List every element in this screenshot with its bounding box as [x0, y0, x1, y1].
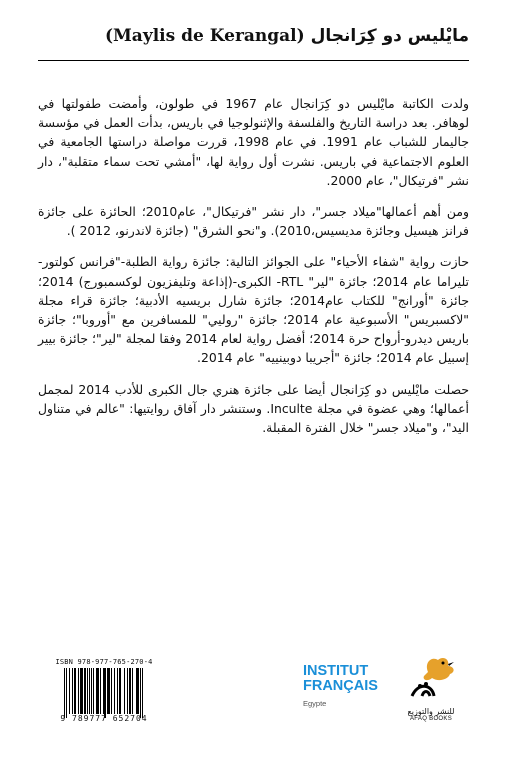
- isbn-barcode: [38, 658, 170, 728]
- afaq-english-name: AFAQ BOOKS: [409, 716, 452, 722]
- bio-paragraph-2: ومن أهم أعمالها"ميلاد جسر"، دار نشر "فرتيكال"، عام2010؛ الحائزة على جائزة فرانز هيسيل وجائزة مديسيس،2010). و"نحو الشرق" (جائزة لاندرنو، 2012 ).: [38, 204, 469, 239]
- institut-country: Egypte: [303, 699, 327, 708]
- institut-francais-logo: [303, 664, 378, 711]
- barcode-number: 9 789777 652704: [44, 714, 164, 723]
- title-divider: [38, 60, 469, 61]
- afaq-arabic-sub: للنشر والتوزيع: [407, 707, 455, 716]
- afaq-publisher-logo: [398, 652, 464, 736]
- author-title: [29, 26, 469, 46]
- bio-paragraph-1: ولدت الكاتبة مايْليس دو كِرَانجال عام 1967 في طولون، وأمضت طفولتها في لوهافر. بعد دراسة التاريخ والفلسفة والإثنولوجيا في باريس، بدأت العمل في مؤسسة جاليمار للشباب عام 1991. في عام 1998، قررت مواصلة دراستها الجامعية في العلوم الاجتماعية في باريس. نشرت أول رواية لها، "أمشي تحت سماء متقلبة"، دار نشر "فرتيكال"، عام 2000.: [38, 96, 469, 188]
- institut-line-2: FRANÇAIS: [303, 678, 378, 694]
- bio-paragraph-4: حصلت مايْليس دو كِرَانجال أيضا على جائزة هنري جال الكبرى للأدب 2014 لمجمل أعمالها؛ وهي عضوة في مجلة Inculte. وستنشر دار آفاق روايتيها: "عالم في متناول اليد"، و"ميلاد جسر" خلال الفترة المقبلة.: [38, 381, 469, 436]
- barcode-bars: [38, 668, 170, 718]
- institut-line-1: INSTITUT: [303, 663, 369, 679]
- author-name-latin: (Maylis de Kerangal): [104, 26, 305, 46]
- isbn-label: ISBN 978-977-765-270-4: [55, 658, 153, 666]
- biography-text: [38, 94, 469, 449]
- bird-emblem-icon: [398, 652, 464, 702]
- bio-paragraph-3: حازت رواية "شفاء الأحياء" على الجوائز التالية: جائزة رواية الطلبة-"فرانس كولتور-تليراما عام 2014؛ جائزة "لير" RTL- الكبرى-(إذاعة وتليفزيون لوكسمبورج) 2014؛ جائزة "أورانج" للكتاب عام2014؛ جائزة شارل بريسيه الأدبية؛ جائزة قراء مجلة "لاكسبريس" الأسبوعية عام 2014؛ جائزة "روليي" للمسافرين مع "أوروبا"؛ جائزة باريس ديدرو-أرواح حرة 2014؛ أفضل رواية لعام 2014 وفقا لمجلة "لير"؛ جائزة بيير إسبيل عام 2014؛ جائزة "أجريبا دوبينييه" عام 2014.: [38, 254, 470, 366]
- barcode-bar: [143, 668, 144, 714]
- author-name-arabic: مايْليس دو كِرَانجال: [310, 26, 469, 46]
